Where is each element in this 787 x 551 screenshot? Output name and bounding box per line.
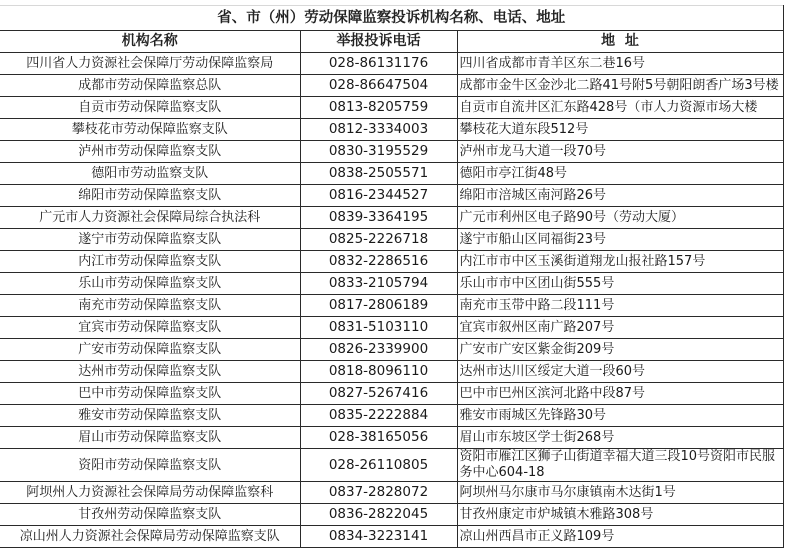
table-row [0, 119, 783, 141]
address-cell: 绵阳市涪城区南河路26号 [457, 185, 783, 207]
agency-name-cell: 南充市劳动保障监察支队 [0, 295, 300, 317]
table-row [0, 295, 783, 317]
phone-cell: 0835-2222884 [300, 405, 457, 427]
table-row [0, 482, 783, 504]
phone-cell: 0825-2226718 [300, 229, 457, 251]
table-row [0, 339, 783, 361]
agency-name-cell: 甘孜州劳动保障监察支队 [0, 504, 300, 526]
phone-cell: 028-38165056 [300, 427, 457, 449]
phone-cell: 0836-2822045 [300, 504, 457, 526]
agency-name-cell: 广元市人力资源社会保障局综合执法科 [0, 207, 300, 229]
address-cell: 达州市达川区绥定大道一段60号 [457, 361, 783, 383]
phone-cell: 0832-2286516 [300, 251, 457, 273]
address-cell: 巴中市巴州区滨河北路中段87号 [457, 383, 783, 405]
table-row [0, 97, 783, 119]
address-cell: 广元市利州区电子路90号（劳动大厦） [457, 207, 783, 229]
phone-cell: 0833-2105794 [300, 273, 457, 295]
table-row [0, 273, 783, 295]
agency-name-cell: 遂宁市劳动保障监察支队 [0, 229, 300, 251]
column-header-address: 地 址 [457, 31, 783, 53]
table-row [0, 504, 783, 526]
contact-sheet [0, 5, 783, 548]
address-cell: 自贡市自流井区汇东路428号（市人力资源市场大楼 [457, 97, 783, 119]
table-row [0, 163, 783, 185]
table-title: 省、市（州）劳动保障监察投诉机构名称、电话、地址 [0, 6, 783, 31]
address-cell: 甘孜州康定市炉城镇木雅路308号 [457, 504, 783, 526]
agency-name-cell: 内江市劳动保障监察支队 [0, 251, 300, 273]
address-cell: 泸州市龙马大道一段70号 [457, 141, 783, 163]
agency-name-cell: 泸州市劳动保障监察支队 [0, 141, 300, 163]
address-cell: 雅安市雨城区先锋路30号 [457, 405, 783, 427]
phone-cell: 0812-3334003 [300, 119, 457, 141]
agency-contact-table [0, 5, 784, 548]
address-cell: 资阳市雁江区狮子山街道幸福大道三段10号资阳市民服务中心604-18 [457, 449, 783, 482]
table-row [0, 185, 783, 207]
header-row [0, 31, 783, 53]
table-row [0, 383, 783, 405]
phone-cell: 0839-3364195 [300, 207, 457, 229]
phone-cell: 0813-8205759 [300, 97, 457, 119]
agency-name-cell: 乐山市劳动保障监察支队 [0, 273, 300, 295]
table-row [0, 361, 783, 383]
address-cell: 凉山州西昌市正义路109号 [457, 526, 783, 548]
address-cell: 内江市市中区玉溪街道翔龙山报社路157号 [457, 251, 783, 273]
address-cell: 德阳市亭江街48号 [457, 163, 783, 185]
table-row [0, 75, 783, 97]
column-header-phone: 举报投诉电话 [300, 31, 457, 53]
agency-name-cell: 宜宾市劳动保障监察支队 [0, 317, 300, 339]
agency-name-cell: 雅安市劳动保障监察支队 [0, 405, 300, 427]
agency-name-cell: 广安市劳动保障监察支队 [0, 339, 300, 361]
table-row [0, 207, 783, 229]
address-cell: 攀枝花大道东段512号 [457, 119, 783, 141]
table-row [0, 317, 783, 339]
phone-cell: 0838-2505571 [300, 163, 457, 185]
address-cell: 广安市广安区紫金街209号 [457, 339, 783, 361]
address-cell: 成都市金牛区金沙北二路41号附5号朝阳朗香广场3号楼 [457, 75, 783, 97]
table-row [0, 427, 783, 449]
table-row [0, 449, 783, 482]
table-row [0, 405, 783, 427]
agency-name-cell: 资阳市劳动保障监察支队 [0, 449, 300, 482]
agency-name-cell: 阿坝州人力资源社会保障局劳动保障监察科 [0, 482, 300, 504]
phone-cell: 0830-3195529 [300, 141, 457, 163]
phone-cell: 0831-5103110 [300, 317, 457, 339]
address-cell: 眉山市东坡区学士街268号 [457, 427, 783, 449]
agency-name-cell: 绵阳市劳动保障监察支队 [0, 185, 300, 207]
address-cell: 阿坝州马尔康市马尔康镇南木达街1号 [457, 482, 783, 504]
agency-name-cell: 成都市劳动保障监察总队 [0, 75, 300, 97]
address-cell: 乐山市市中区团山街555号 [457, 273, 783, 295]
table-row [0, 141, 783, 163]
phone-cell: 0826-2339900 [300, 339, 457, 361]
phone-cell: 0837-2828072 [300, 482, 457, 504]
agency-name-cell: 巴中市劳动保障监察支队 [0, 383, 300, 405]
phone-cell: 028-86647504 [300, 75, 457, 97]
agency-name-cell: 德阳市劳动监察支队 [0, 163, 300, 185]
phone-cell: 0816-2344527 [300, 185, 457, 207]
agency-name-cell: 凉山州人力资源社会保障局劳动保障监察支队 [0, 526, 300, 548]
phone-cell: 0827-5267416 [300, 383, 457, 405]
agency-name-cell: 达州市劳动保障监察支队 [0, 361, 300, 383]
column-header-name: 机构名称 [0, 31, 300, 53]
agency-name-cell: 眉山市劳动保障监察支队 [0, 427, 300, 449]
agency-name-cell: 自贡市劳动保障监察支队 [0, 97, 300, 119]
table-row [0, 251, 783, 273]
address-cell: 遂宁市船山区同福街23号 [457, 229, 783, 251]
phone-cell: 0834-3223141 [300, 526, 457, 548]
table-row [0, 53, 783, 75]
address-cell: 四川省成都市青羊区东二巷16号 [457, 53, 783, 75]
agency-name-cell: 攀枝花市劳动保障监察支队 [0, 119, 300, 141]
phone-cell: 028-26110805 [300, 449, 457, 482]
phone-cell: 028-86131176 [300, 53, 457, 75]
title-row [0, 6, 783, 31]
phone-cell: 0818-8096110 [300, 361, 457, 383]
table-row [0, 526, 783, 548]
phone-cell: 0817-2806189 [300, 295, 457, 317]
table-row [0, 229, 783, 251]
agency-name-cell: 四川省人力资源社会保障厅劳动保障监察局 [0, 53, 300, 75]
address-cell: 南充市玉带中路二段111号 [457, 295, 783, 317]
address-cell: 宜宾市叙州区南广路207号 [457, 317, 783, 339]
